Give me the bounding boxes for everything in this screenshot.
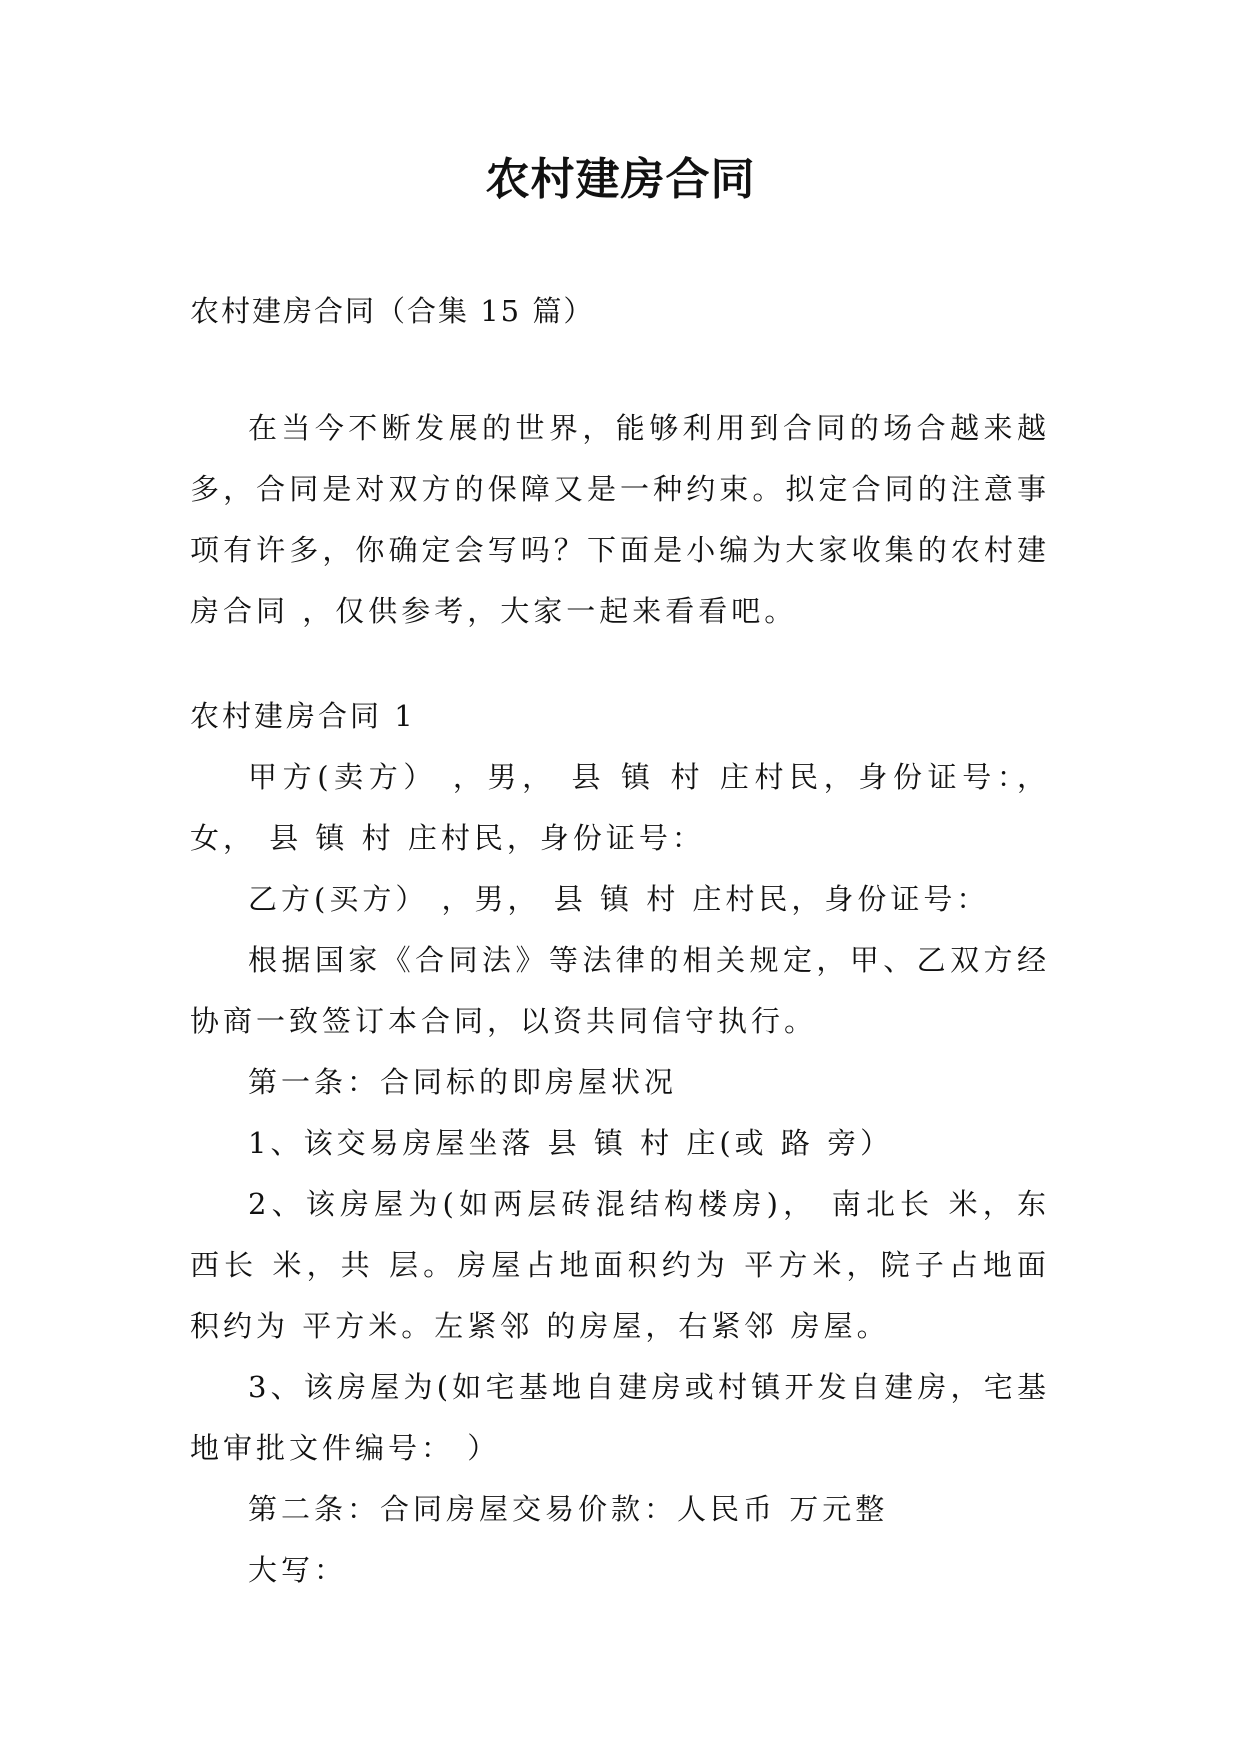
article-1-item-1: 1、该交易房屋坐落 县 镇 村 庄(或 路 旁） (248, 1126, 894, 1160)
article-1-item-3: 3、该房屋为(如宅基地自建房或村镇开发自建房，宅基地审批文件编号： ） (190, 1370, 1050, 1465)
article-1-item-2: 2、该房屋为(如两层砖混结构楼房)， 南北长 米，东西长 米，共 层。房屋占地面积约为 平方米，院子占地面积约为 平方米。左紧邻 的房屋，右紧邻 房屋。 (190, 1187, 1050, 1343)
section-heading: 农村建房合同 1 (190, 699, 416, 733)
document-subtitle: 农村建房合同（合集 15 篇） (190, 294, 595, 328)
party-b-paragraph: 乙方(买方） ，男， 县 镇 村 庄村民，身份证号： (248, 882, 990, 916)
intro-paragraph: 在当今不断发展的世界，能够利用到合同的场合越来越多，合同是对双方的保障又是一种约束。拟定合同的注意事项有许多，你确定会写吗？下面是小编为大家收集的农村建房合同 ，仅供参考，大家一起来看看吧。 (190, 411, 1050, 628)
legal-basis-paragraph: 根据国家《合同法》等法律的相关规定，甲、乙双方经协商一致签订本合同，以资共同信守执行。 (190, 943, 1050, 1038)
intro-section (190, 398, 1050, 642)
article-2-heading: 第二条：合同房屋交易价款：人民币 万元整 (248, 1492, 889, 1526)
document-title: 农村建房合同 (485, 154, 756, 205)
contract-section-1 (190, 686, 1050, 1601)
article-1-heading: 第一条：合同标的即房屋状况 (248, 1065, 678, 1099)
article-2-uppercase-amount: 大写： (248, 1553, 348, 1587)
party-a-paragraph: 甲方(卖方） ，男， 县 镇 村 庄村民，身份证号：，女， 县 镇 村 庄村民，身份证号： (190, 760, 1050, 855)
